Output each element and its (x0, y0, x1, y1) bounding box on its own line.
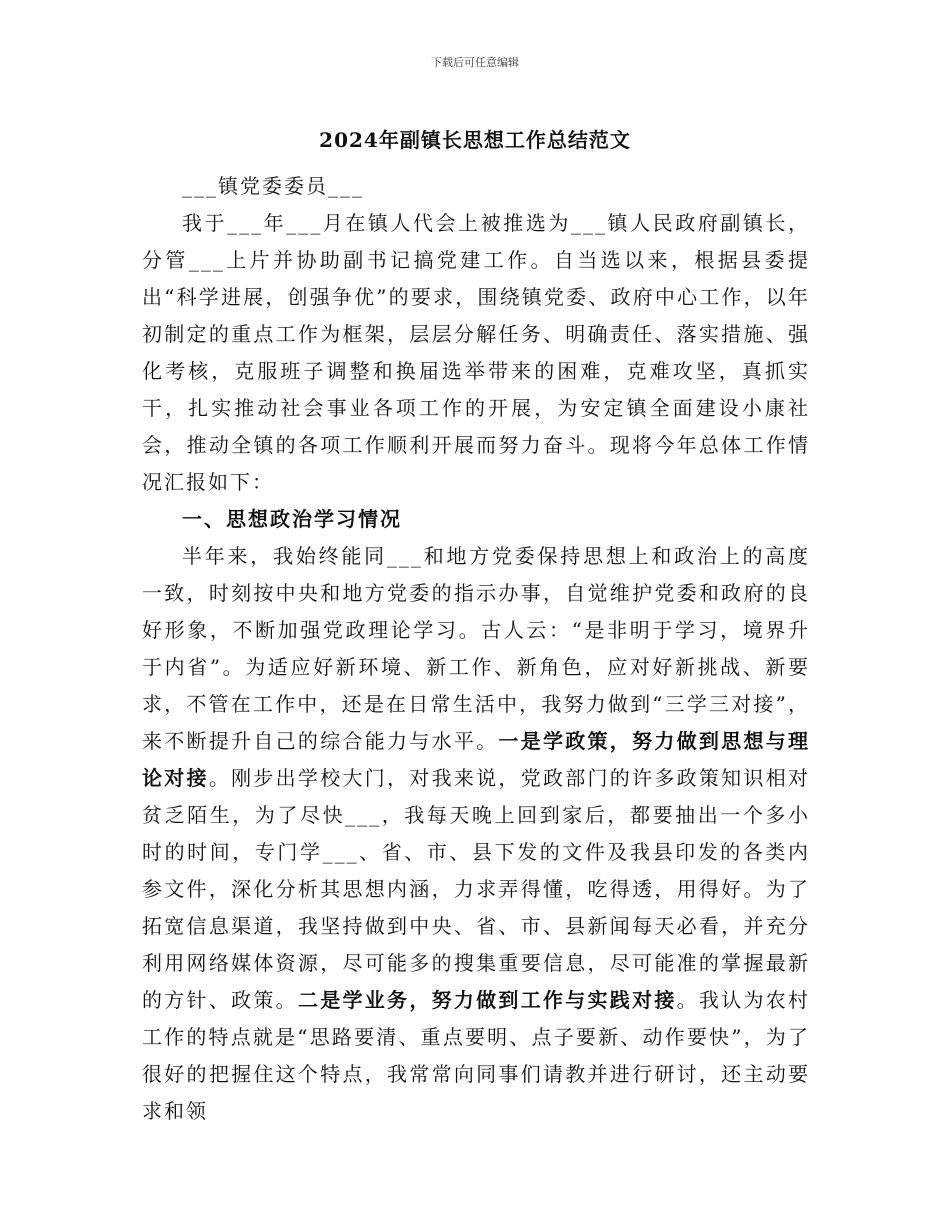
intro-paragraph: 我于___年___月在镇人代会上被推选为___镇人民政府副镇长，分管___上片并协助副书记搞党建工作。自当选以来，根据县委提出“科学进展，创强争优”的要求，围绕镇党委、政府中心工作，以年初制定的重点工作为框架，层层分解任务、明确责任、落实措施、强化考核，克服班子调整和换届选举带来的困难，克难攻坚，真抓实干，扎实推动社会事业各项工作的开展，为安定镇全面建设小康社会，推动全镇的各项工作顺利开展而努力奋斗。现将今年总体工作情况汇报如下： (142, 211, 810, 494)
author-line: ___镇党委委员___ (182, 174, 364, 198)
section-paragraph (142, 538, 810, 1130)
bold-point-1: 一是学政策，努力做到思想与理论对接 (142, 729, 811, 790)
section-heading: 一、思想政治学习情况 (182, 507, 402, 531)
document-title: 2024年副镇长思想工作总结范文 (319, 128, 631, 152)
bold-point-2: 二是学业务，努力做到工作与实践对接 (297, 988, 677, 1012)
header-note: 下载后可任意编辑 (431, 56, 519, 69)
paragraph-text: 。刚步出学校大门，对我来说，党政部门的许多政策知识相对贫乏陌生，为了尽快___，我每天晚上回到家后，都要抽出一个多小时的时间，专门学___、省、市、县下发的文件及我县印发的各类内参文件，深化分析其思想内涵，力求弄得懂，吃得透，用得好。为了拓宽信息渠道，我坚持做到中央、省、市、县新闻每天必看，并充分利用网络媒体资源，尽可能多的搜集重要信息，尽可能准的掌握最新的方针、政策。 (142, 766, 811, 1012)
paragraph-text: 。我认为农村工作的特点就是“思路要清、重点要明、点子要新、动作要快”，为了很好的把握住这个特点，我常常向同事们请教并进行研讨，还主动要求和领 (142, 988, 811, 1123)
document-body (142, 168, 810, 1130)
paragraph-text: 半年来，我始终能同___和地方党委保持思想上和政治上的高度一致，时刻按中央和地方党委的指示办事，自觉维护党委和政府的良好形象，不断加强党政理论学习。古人云：“是非明于学习，境界升于内省”。为适应好新环境、新工作、新角色，应对好新挑战、新要求，不管在工作中，还是在日常生活中，我努力做到“三学三对接”，来不断提升自己的综合能力与水平。 (142, 544, 810, 753)
